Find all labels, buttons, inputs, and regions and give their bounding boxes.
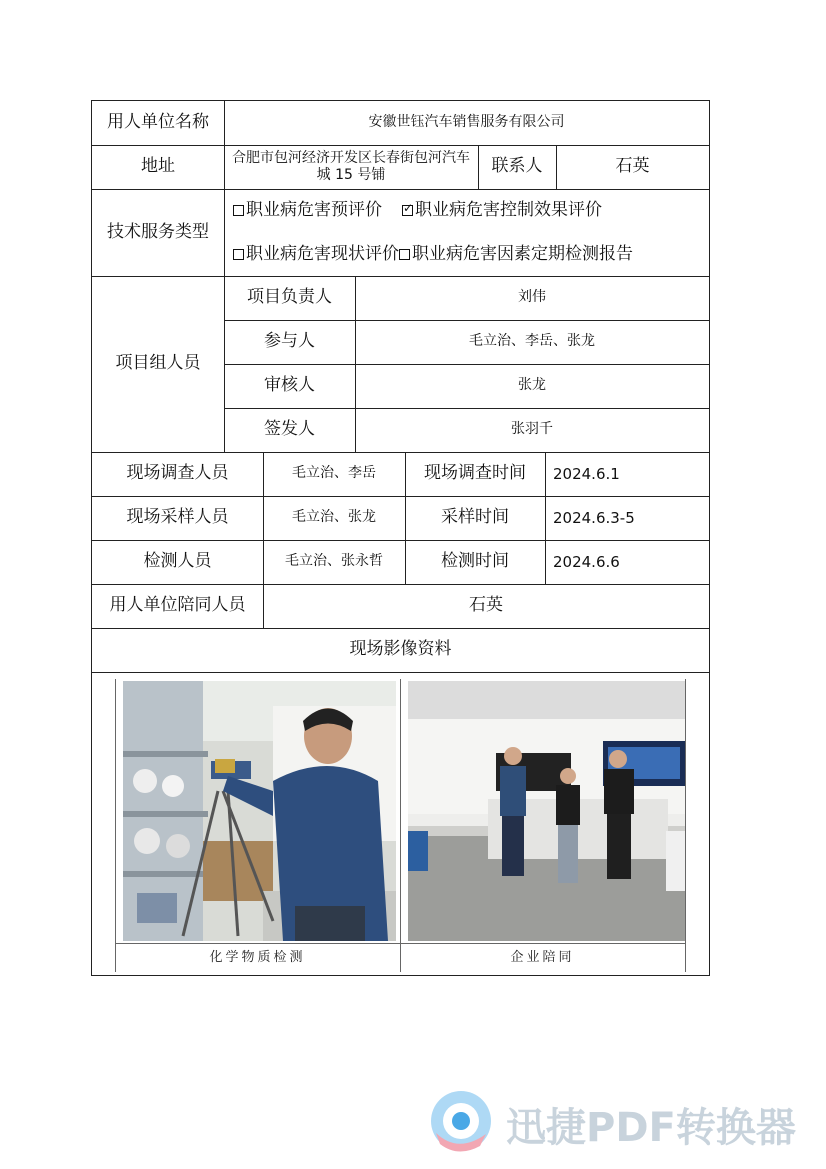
service-option-periodic-report[interactable]: 职业病危害因素定期检测报告 — [399, 244, 633, 265]
accompany-value: 石英 — [469, 595, 503, 616]
service-type-label: 技术服务类型 — [107, 221, 209, 242]
address-label: 地址 — [141, 156, 175, 177]
testing-time-value: 2024.6.6 — [553, 552, 620, 571]
contact-value: 石英 — [615, 156, 650, 177]
accompany-photo — [408, 681, 685, 941]
survey-staff-value: 毛立治、李岳 — [292, 465, 376, 482]
team-label: 项目组人员 — [115, 353, 201, 374]
sampling-staff-label: 现场采样人员 — [126, 507, 229, 528]
testing-staff-value: 毛立治、张永哲 — [285, 553, 383, 570]
service-options-row-1 — [224, 189, 709, 233]
team-role-participants: 参与人 — [264, 331, 315, 352]
service-option-status-eval[interactable]: 职业病危害现状评价 — [233, 244, 399, 265]
service-option-pre-eval[interactable]: 职业病危害预评价 — [233, 200, 382, 221]
sampling-staff-value: 毛立治、张龙 — [292, 509, 376, 526]
sampling-time-label: 采样时间 — [441, 507, 509, 528]
checked-checkbox-icon[interactable] — [402, 205, 413, 216]
survey-time-value: 2024.6.1 — [553, 464, 620, 483]
service-options-row-2 — [224, 233, 709, 276]
info-table — [91, 100, 710, 976]
accompany-label: 用人单位陪同人员 — [109, 595, 246, 616]
checkbox-icon[interactable] — [399, 249, 410, 260]
pdf-converter-logo-icon — [428, 1088, 494, 1154]
photos-label: 现场影像资料 — [349, 639, 452, 660]
team-role-lead: 项目负责人 — [247, 287, 332, 308]
watermark — [428, 1088, 808, 1154]
watermark-text: 迅捷PDF转换器 — [506, 1105, 796, 1151]
left-photo-caption: 化学物质检测 — [209, 950, 306, 965]
checkbox-icon[interactable] — [233, 249, 244, 260]
employer-value: 安徽世钰汽车销售服务有限公司 — [368, 114, 565, 131]
sampling-time-value: 2024.6.3-5 — [553, 508, 635, 527]
team-name-lead: 刘伟 — [518, 289, 546, 306]
team-name-participants: 毛立治、李岳、张龙 — [469, 333, 595, 350]
right-photo-caption: 企业陪同 — [510, 950, 575, 965]
team-role-issuer: 签发人 — [264, 419, 315, 440]
checkbox-icon[interactable] — [233, 205, 244, 216]
testing-staff-label: 检测人员 — [143, 551, 212, 572]
employer-label: 用人单位名称 — [107, 112, 209, 133]
team-name-reviewer: 张龙 — [518, 377, 546, 394]
service-option-control-eval[interactable]: ✓ 职业病危害控制效果评价 — [402, 200, 602, 221]
survey-staff-label: 现场调查人员 — [126, 463, 229, 484]
survey-time-label: 现场调查时间 — [424, 463, 526, 484]
chemical-testing-photo — [123, 681, 396, 941]
testing-time-label: 检测时间 — [441, 551, 509, 572]
team-role-reviewer: 审核人 — [264, 375, 315, 396]
address-value: 合肥市包河经济开发区长春街包河汽车城 15 号铺 — [232, 149, 470, 183]
team-name-issuer: 张羽千 — [511, 421, 553, 438]
contact-label: 联系人 — [491, 156, 543, 177]
